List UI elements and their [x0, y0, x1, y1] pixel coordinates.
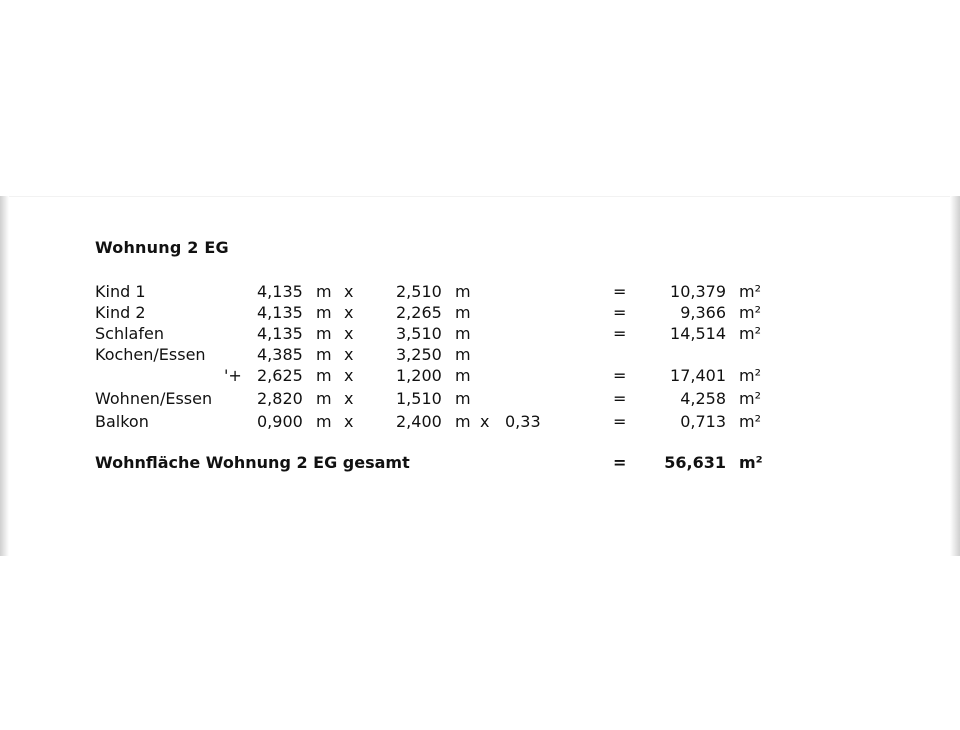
unit-a: m: [316, 389, 332, 408]
area-unit: m²: [739, 303, 761, 322]
room-name: Schlafen: [95, 324, 164, 343]
total-equals: =: [613, 453, 627, 472]
area-unit: m²: [739, 366, 761, 385]
page-edge-right: [950, 196, 960, 556]
unit-b: m: [455, 324, 471, 343]
equals-sign: =: [613, 389, 627, 408]
unit-b: m: [455, 303, 471, 322]
dimension-a: 2,820: [257, 389, 303, 408]
row-prefix: '+: [224, 366, 242, 385]
equals-sign: =: [613, 412, 627, 431]
area-unit: m²: [739, 324, 761, 343]
room-name: Kind 2: [95, 303, 146, 322]
unit-a: m: [316, 366, 332, 385]
unit-a: m: [316, 324, 332, 343]
dimension-a: 4,135: [257, 324, 303, 343]
equals-sign: =: [613, 324, 627, 343]
equals-sign: =: [613, 366, 627, 385]
page-edge-left: [0, 196, 9, 556]
area-result: 4,258: [680, 389, 726, 408]
equals-sign: =: [613, 303, 627, 322]
area-result: 0,713: [680, 412, 726, 431]
times-sign-1: x: [344, 282, 354, 301]
room-name: Wohnen/Essen: [95, 389, 213, 408]
unit-a: m: [316, 282, 332, 301]
room-name: Kind 1: [95, 282, 146, 301]
unit-b: m: [455, 389, 471, 408]
document-title: Wohnung 2 EG: [95, 238, 229, 257]
dimension-a: 4,135: [257, 282, 303, 301]
dimension-b: 2,265: [396, 303, 442, 322]
room-name: Kochen/Essen: [95, 345, 206, 364]
area-unit: m²: [739, 282, 761, 301]
unit-a: m: [316, 345, 332, 364]
total-unit: m²: [739, 453, 763, 472]
room-name: Balkon: [95, 412, 149, 431]
dimension-a: 4,385: [257, 345, 303, 364]
dimension-b: 1,200: [396, 366, 442, 385]
times-sign-1: x: [344, 366, 354, 385]
times-sign-1: x: [344, 389, 354, 408]
times-sign-1: x: [344, 303, 354, 322]
unit-b: m: [455, 366, 471, 385]
unit-a: m: [316, 303, 332, 322]
unit-b: m: [455, 282, 471, 301]
area-unit: m²: [739, 389, 761, 408]
dimension-b: 3,510: [396, 324, 442, 343]
times-sign-2: x: [480, 412, 490, 431]
dimension-b: 2,400: [396, 412, 442, 431]
page-top-border: [9, 196, 950, 197]
dimension-b: 3,250: [396, 345, 442, 364]
unit-a: m: [316, 412, 332, 431]
area-result: 9,366: [680, 303, 726, 322]
dimension-a: 4,135: [257, 303, 303, 322]
dimension-a: 0,900: [257, 412, 303, 431]
area-result: 14,514: [670, 324, 726, 343]
total-label: Wohnfläche Wohnung 2 EG gesamt: [95, 453, 410, 472]
unit-b: m: [455, 412, 471, 431]
dimension-b: 1,510: [396, 389, 442, 408]
times-sign-1: x: [344, 412, 354, 431]
area-unit: m²: [739, 412, 761, 431]
area-result: 17,401: [670, 366, 726, 385]
dimension-a: 2,625: [257, 366, 303, 385]
dimension-b: 2,510: [396, 282, 442, 301]
equals-sign: =: [613, 282, 627, 301]
unit-b: m: [455, 345, 471, 364]
area-result: 10,379: [670, 282, 726, 301]
total-value: 56,631: [664, 453, 726, 472]
times-sign-1: x: [344, 345, 354, 364]
factor: 0,33: [505, 412, 541, 431]
times-sign-1: x: [344, 324, 354, 343]
